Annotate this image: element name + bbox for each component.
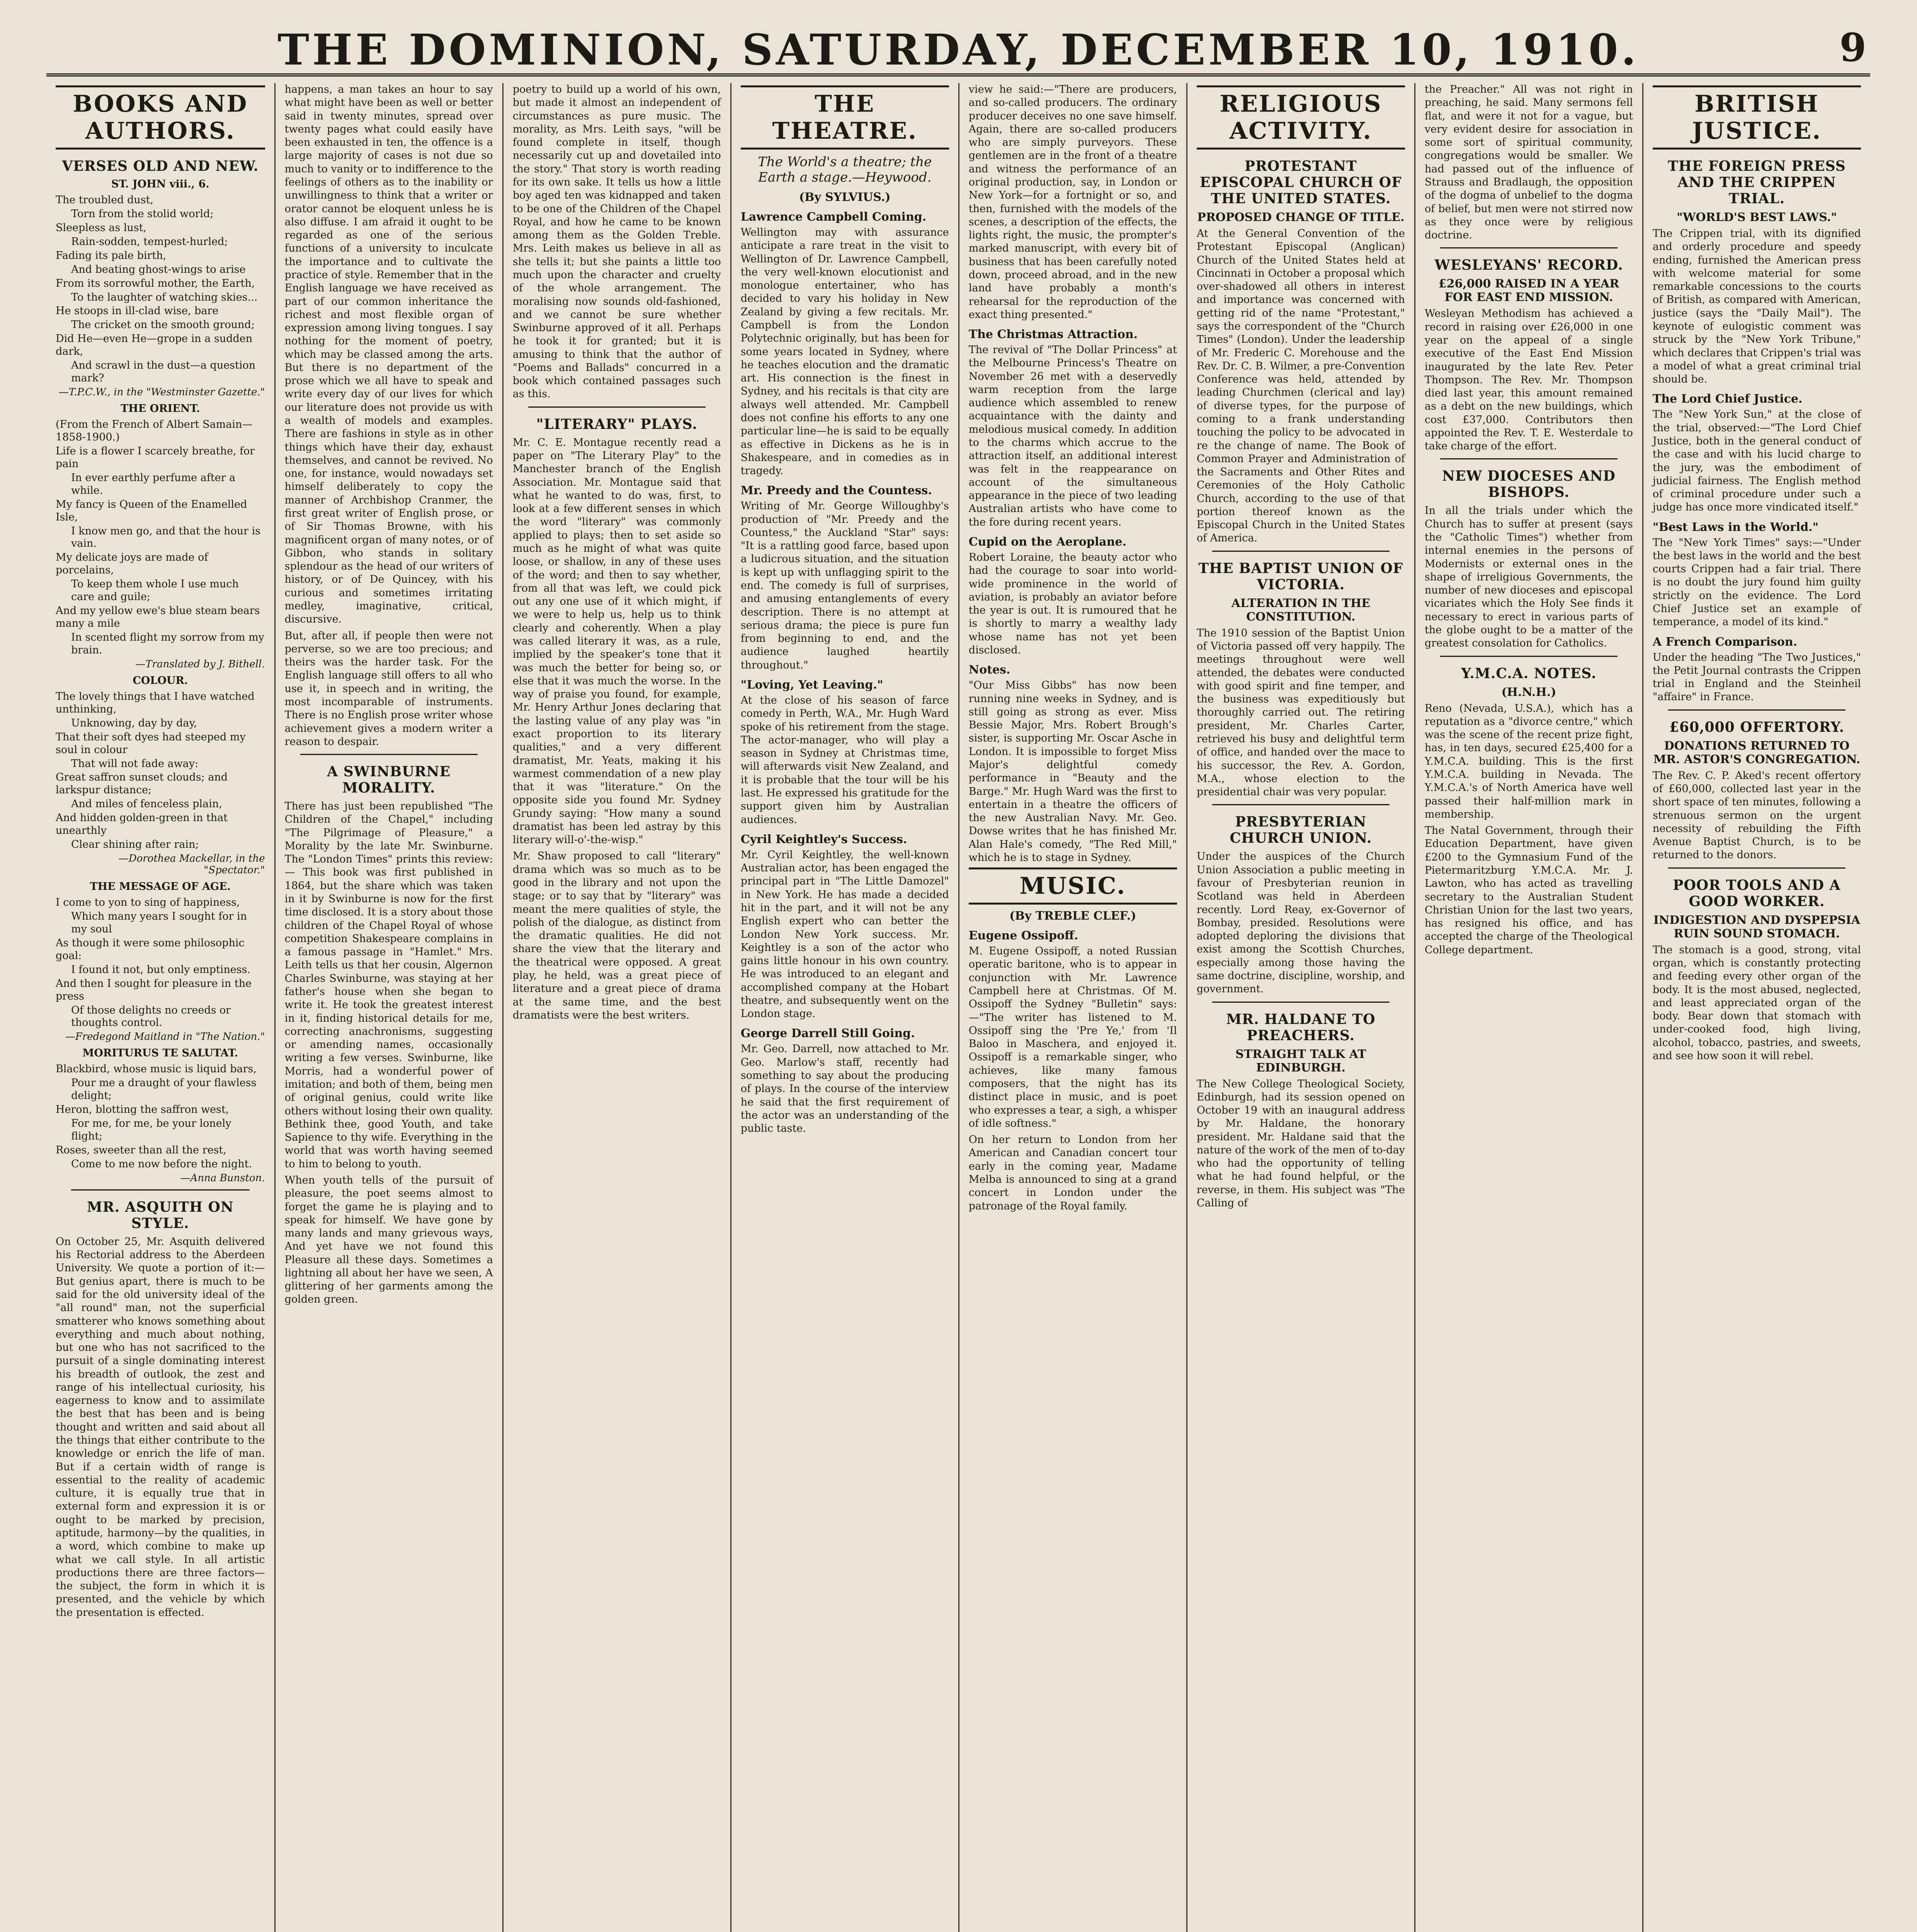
article-subheading: "Best Laws in the World." bbox=[1652, 520, 1819, 534]
article-text: Under the heading "The Two Justices," the Petit Journal contrasts the Crippen trial in England and the Steinheil "affaire" in France. bbox=[1652, 651, 1861, 703]
article-text: Writing of Mr. George Willoughby's production of "Mr. Preedy and the Countess," the Auckland "Star" says: "It is a rattling good farce, based upon a ludicrous situation, and the situation is kept up with unflagging spirit to the end. The comedy is full of surprises, and amusing entanglements of every description. There is no attempt at serious drama; the piece is pure fun from beginning to end, and the audience laughed heartily throughout." bbox=[740, 500, 949, 671]
column-1 bbox=[46, 83, 274, 1932]
poem-message-of-age bbox=[56, 881, 265, 1043]
article-text: In all the trials under which the Church has to suffer at present (says the "Catholic Times") whether from internal enemies in the persons of Modernists or external ones in the shape of irreligious Governments, the number of new dioceses and episcopal vicariates which the Holy See finds it necessary to erect in various parts of the globe ought to be a matter of the greatest consolation for Catholics. bbox=[1424, 505, 1633, 650]
poem-line: Life is a flower I scarcely breathe, for pain bbox=[56, 445, 255, 470]
poem-subtitle: (From the French of Albert Samain—1858-1900.) bbox=[56, 418, 253, 443]
article-heading: POOR TOOLS AND A GOOD WORKER. bbox=[1673, 877, 1841, 910]
column-5 bbox=[958, 83, 1186, 1932]
section-byline: (By TREBLE CLEF.) bbox=[1009, 909, 1136, 923]
column-2 bbox=[274, 83, 502, 1932]
poem-title: COLOUR. bbox=[133, 674, 188, 687]
poem-line: Blackbird, whose music is liquid bars, bbox=[56, 1063, 257, 1075]
poem-title: THE ORIENT. bbox=[121, 403, 200, 415]
masthead bbox=[46, 15, 1870, 77]
poem-line: I found it not, but only emptiness. bbox=[71, 963, 251, 976]
article-subheading: Mr. Preedy and the Countess. bbox=[740, 484, 932, 498]
poem-line: Which many years I sought for in my soul bbox=[71, 910, 247, 935]
poem-title: ST. JOHN viii., 6. bbox=[111, 178, 209, 190]
divider bbox=[71, 1189, 250, 1190]
article-subheading: The Lord Chief Justice. bbox=[1652, 392, 1803, 406]
article-text: When youth tells of the pursuit of pleasure, the poet seems almost to forget the game he is playing and to speak for himself. We have gone by many lands and many grievous ways, And yet have we not found this Pleasure all these days. Sometimes a lightning all about her have we seen, A glittering of her garments among the golden green. bbox=[284, 1174, 493, 1306]
poem-line: That will not fade away: bbox=[71, 757, 199, 770]
divider bbox=[1440, 247, 1618, 248]
article-heading: WESLEYANS' RECORD. bbox=[1434, 257, 1623, 274]
column-4 bbox=[730, 83, 958, 1932]
poem-title: MORITURUS TE SALUTAT. bbox=[82, 1047, 238, 1060]
poem-line: In scented flight my sorrow from my brain. bbox=[71, 631, 264, 656]
poem-line: To the laughter of watching skies... bbox=[71, 291, 258, 303]
article-subheading: A French Comparison. bbox=[1652, 635, 1798, 649]
article-heading: Y.M.C.A. NOTES. bbox=[1461, 665, 1597, 682]
article-text: At the close of his season of farce comedy in Perth, W.A., Mr. Hugh Ward spoke of his retirement from the stage. The actor-manager, who will play a season in Sydney at Christmas time, will afterwards visit New Zealand, and it is probable that the tour will be his last. He expressed his gratitude for the support given him by Australian audiences. bbox=[740, 694, 949, 826]
article-text: The revival of "The Dollar Princess" at the Melbourne Princess's Theatre on November 26 met with a deservedly warm reception from the large audience which assembled to renew acquaintance with the dainty and melodious musical comedy. In addition to the charms which accrue to the attraction itself, an additional interest was felt in the reappearance on account of the simultaneous appearance in the piece of two leading Australian artists who have come to the fore during recent years. bbox=[968, 344, 1177, 528]
poem-line: Come to me now before the night. bbox=[71, 1158, 252, 1170]
poem-line: Roses, sweeter than all the rest, bbox=[56, 1144, 226, 1156]
article-subheading: Notes. bbox=[968, 663, 1010, 677]
section-byline: (By SYLVIUS.) bbox=[799, 190, 891, 204]
article-text: Under the auspices of the Church Union Association a public meeting in favour of Presbyterian reunion in Scotland was held in Aberdeen recently. Lord Reay, ex-Governor of Bombay, presided. Resolutions were adopted deploring the divisions that exist among the Scottish Churches, especially among those having the same doctrine, discipline, worship, and government. bbox=[1196, 850, 1405, 995]
article-subheading: ALTERATION IN THE CONSTITUTION. bbox=[1231, 596, 1371, 624]
columns bbox=[46, 83, 1870, 1932]
article-text: The "New York Sun," at the close of the trial, observed:—"The Lord Chief Justice, both in the general conduct of the case and with his lucid charge to the jury, was the embodiment of judicial fairness. The English method of criminal procedure under such a judge has once more vindicated itself." bbox=[1652, 408, 1861, 514]
poem-line: The lovely things that I have watched unthinking, bbox=[56, 690, 255, 715]
poem-line: Did He—even He—grope in a sudden dark, bbox=[56, 333, 253, 358]
poem-line: Of those delights no creeds or thoughts control. bbox=[71, 1004, 231, 1029]
column-6 bbox=[1186, 83, 1414, 1932]
poem-line: The troubled dust, bbox=[56, 194, 154, 206]
article-text: The stomach is a good, strong, vital organ, which is constantly protecting and feeding every other organ of the body. It is the most abused, neglected, and least appreciated organ of the body. Bear down that stomach with under-cooked food, high living, alcohol, tobacco, pastries, and sweets, and see how soon it will rebel. bbox=[1652, 944, 1861, 1062]
article-text: Robert Loraine, the beauty actor who had the courage to soar into world-wide prominence in the world of aviation, is probably an aviator before the year is out. It is rumoured that he is shortly to marry a wealthy lady whose name has not yet been disclosed. bbox=[968, 551, 1177, 656]
article-text: happens, a man takes an hour to say what might have been as well or better said in twenty minutes, spread over twenty pages what could easily have been exhausted in ten, the offence is a large majority of cases is not due so much to vanity or to indifference to the feelings of others as to the inability or unwillingness to think that a writer or orator cannot be eloquent unless he is also diffuse. I am afraid it ought to be regarded as one of the serious functions of a university to inculcate the importance and to cultivate the practice of style. Remember that in the English language we have received as part of our common inheritance the richest and most flexible organ of expression among living tongues. I say nothing for the moment of poetry, which may be classed among the arts. But there is no department of the prose which we all have to speak and write every day of our lives for which our literature does not provide us with a wealth of models and examples. There are fashions in style as in other things which have their day, exhaust themselves, and cannot be revived. No one, for instance, would nowadays set himself deliberately to copy the manner of Archbishop Cranmer, the first great writer of English prose, or of Sir Thomas Browne, with his magnificent organ of many notes, or of Gibbon, who stands in solitary splendour as the head of our writers of history, or of De Quincey, with his curious and sometimes irritating medley, imaginative, critical, discursive. bbox=[284, 83, 493, 626]
divider bbox=[1440, 656, 1618, 657]
poem-line: From its sorrowful mother, the Earth, bbox=[56, 277, 255, 289]
swinburne-heading: A SWINBURNE MORALITY. bbox=[327, 764, 451, 796]
poem-line: I come to yon to sing of happiness, bbox=[56, 896, 240, 908]
poem-line: As though it were some philosophic goal: bbox=[56, 937, 245, 962]
article-text: At the General Convention of the Protestant Episcopal (Anglican) Church of the United States held at Cincinnati in October a proposal which over-shadowed all others in interest and importance was concerned with getting rid of the name "Protestant," says the correspondent of the "Church Times" (London). Under the leadership of Mr. Frederic C. Morehouse and the Rev. Dr. C. B. Wilmer, a pre-Convention Conference was held, attended by leading Churchmen (clerical and lay) of diverse types, for the purpose of coming to a frank understanding touching the policy to be advocated in re the change of name. The Book of Common Prayer and Administration of the Sacraments and Other Rites and Ceremonies of the Holy Catholic Church, according to the use of that portion thereof known as the Episcopal Church in the United States of America. bbox=[1196, 228, 1405, 544]
article-text: The Rev. C. P. Aked's recent offertory of £60,000, collected last year in the short space of ten minutes, following a strenuous sermon on the urgent necessity of rebuilding the Fifth Avenue Baptist Church, is to be returned to the donors. bbox=[1652, 769, 1861, 861]
poem-line: Fading its pale birth, bbox=[56, 249, 167, 262]
poem-line: Rain-sodden, tempest-hurled; bbox=[71, 235, 228, 248]
poem-line: Clear shining after rain; bbox=[71, 838, 199, 851]
article-subheading: Lawrence Campbell Coming. bbox=[740, 210, 927, 224]
poem-line: He stoops in ill-clad wise, bare bbox=[56, 305, 219, 317]
section-religious-activity: RELIGIOUS ACTIVITY. bbox=[1197, 85, 1405, 150]
article-subheading: Eugene Ossipoff. bbox=[968, 929, 1078, 943]
article-text: Wellington may with assurance anticipate a rare treat in the visit to Wellington of Dr. Lawrence Campbell, the very well-known elocutionist and monologue entertainer, who has decided to vary his holiday in New Zealand by giving a few recitals. Mr. Campbell is from the London Polytechnic originally, but has been for some years located in Sydney, where he teaches elocution and the dramatic art. His connection is the finest in Sydney, and his recitals is that city are always well attended. Mr. Campbell does not confine his efforts to any one particular line—he is said to be equally as effective in Dickens as he is in Shakespeare, and in comedies as in tragedy. bbox=[740, 226, 949, 477]
divider bbox=[1212, 1002, 1390, 1003]
divider bbox=[300, 754, 478, 755]
poem-line: For me, for me, be your lonely flight; bbox=[71, 1117, 231, 1142]
article-subheading: Cupid on the Aeroplane. bbox=[968, 535, 1127, 549]
article-text: poetry to build up a world of his own, but made it almost an independent of circumstances as pure music. The morality, as Mrs. Leith says, "will be found complete in itself, though necessarily cut up and dovetailed into the story." That story is worth reading for its own sake. It tells us how a little boy aged ten was kidnapped and taken to be one of the Children of the Chapel Royal, and how he came to be known among them as the Golden Treble. Mrs. Leith makes us believe in all as she tells it; but she paints a little too much upon the character and cruelty of the whole arrangement. The moralising now sounds old-fashioned, and we cannot be sure whether Swinburne approved of it all. Perhaps he took it for granted; but it is amusing to think that the author of "Poems and Ballads" concurred in a book which contained passages such as this. bbox=[512, 83, 721, 400]
page-number: 9 bbox=[1839, 25, 1866, 70]
article-text: The Crippen trial, with its dignified and orderly procedure and speedy ending, furnished the American press with welcome material for some remarkable concessions to the courts of British, as compared with American, justice (says the "Daily Mail"). The keynote of eulogistic comment was struck by the "New York Tribune," which declares that Crippen's trial was a model of what a great criminal trial should be. bbox=[1652, 228, 1861, 386]
article-text: M. Eugene Ossipoff, a noted Russian operatic baritone, who is to appear in conjunction with Mr. Lawrence Campbell here at Christmas. Of M. Ossipoff the Sydney "Bulletin" says:—"The writer has listened to M. Ossipoff sing the 'Pre Ye,' from 'Il Baloo in Maschera, and enjoyed it. Ossipoff is a remarkable singer, who achieves, like many famous composers, that the night has its distinct place in music, and is poet who expresses a tear, a sigh, a whisper of idle softness." bbox=[968, 945, 1177, 1129]
article-text: the Preacher." All was not right in preaching, he said. Many sermons fell flat, and were it not for a vague, but very evident desire for association in some sort of spiritual community, congregations would be smaller. We had passed out of the influence of Strauss and Bradlaugh, the opposition of the dogma of unbelief to the dogma of belief, but men were not stirred now as they once were by religious doctrine. bbox=[1424, 83, 1633, 242]
poem-title: THE MESSAGE OF AGE. bbox=[90, 881, 231, 893]
article-subheading: (H.N.H.) bbox=[1501, 685, 1556, 699]
article-text: The "New York Times" says:—"Under the best laws in the world and the best courts Crippen had a fair trial. There is no doubt the jury found him guilty strictly on the evidence. The Lord Chief Justice set an example of temperance, a model of its kind." bbox=[1652, 536, 1861, 628]
poem-byline: —Translated by J. Bithell. bbox=[135, 658, 265, 670]
poem-line: And hidden golden-green in that unearthly bbox=[56, 812, 228, 837]
article-text: Mr. Geo. Darrell, now attached to Mr. Geo. Marlow's staff, recently had something to say about the producing of plays. In the course of the interview he said that the first requirement of the actor was an understanding of the public taste. bbox=[740, 1043, 949, 1135]
article-subheading: George Darrell Still Going. bbox=[740, 1027, 915, 1041]
divider bbox=[528, 406, 706, 408]
column-8 bbox=[1642, 83, 1870, 1932]
article-text: On her return to London from her American and Canadian concert tour early in the coming year, Madame Melba is announced to sing at a grand concert in London under the patronage of the Royal family. bbox=[968, 1134, 1177, 1212]
article-subheading: INDIGESTION AND DYSPEPSIA RUIN SOUND STOMACH. bbox=[1653, 913, 1861, 940]
article-subheading: Cyril Keightley's Success. bbox=[740, 832, 907, 846]
article-text: The 1910 session of the Baptist Union of Victoria passed off very happily. The meetings throughout were well attended, the debates were conducted with good spirit and fine temper, and the business was expeditiously but thoroughly carried out. The retiring president, Mr. Charles Carter, retrieved his busy and delightful term of office, and handed over the mace to his successor, the Rev. A. Gordon, M.A., whose election to the presidential chair was very popular. bbox=[1196, 627, 1405, 798]
poem-line: And beating ghost-wings to arise bbox=[71, 263, 246, 276]
article-heading: PRESBYTERIAN CHURCH UNION. bbox=[1230, 814, 1372, 847]
article-subheading: "WORLD'S BEST LAWS." bbox=[1677, 211, 1837, 224]
section-the-theatre: THE THEATRE. bbox=[741, 85, 949, 150]
column-3 bbox=[502, 83, 730, 1932]
poem-line: And my yellow ewe's blue steam bears many a mile bbox=[56, 605, 260, 630]
article-text: The Natal Government, through their Education Department, have given £200 to the Gymnasium Fund of the Pietermaritzburg Y.M.C.A. Mr. J. Lawton, who has acted as travelling secretary to the Australian Student Christian Union for the last two years, has resigned his office, and has accepted the charge of the Theological College department. bbox=[1424, 825, 1633, 956]
poem-line: And scrawl in the dust—a question mark? bbox=[71, 359, 256, 384]
article-heading: THE FOREIGN PRESS AND THE CRIPPEN TRIAL. bbox=[1668, 158, 1846, 207]
article-text: The New College Theological Society, Edinburgh, had its session opened on October 19 with an inaugural address by Mr. Haldane, the honorary president. Mr. Haldane said that the nature of the work of the men of to-day who had the opportunity of telling what he had found helpful, or the reverse, in them. His subject was "The Calling of bbox=[1196, 1078, 1405, 1209]
poem-st-john bbox=[56, 178, 265, 398]
section-music: MUSIC. bbox=[969, 867, 1177, 905]
poem-line: Torn from the stolid world; bbox=[71, 207, 214, 220]
article-subheading: DONATIONS RETURNED TO MR. ASTOR'S CONGREGATION. bbox=[1653, 739, 1861, 766]
poem-line: And then I sought for pleasure in the press bbox=[56, 977, 252, 1002]
article-subheading: £26,000 RAISED IN A YEAR FOR EAST END MISSION. bbox=[1438, 277, 1619, 304]
poem-moriturus bbox=[56, 1047, 265, 1184]
poem-byline: —Fredegond Maitland in "The Nation." bbox=[65, 1031, 265, 1043]
divider bbox=[1212, 804, 1390, 805]
asquith-heading: MR. ASQUITH ON STYLE. bbox=[87, 1199, 234, 1231]
poem-line: Pour me a draught of your flawless delight; bbox=[71, 1077, 257, 1102]
article-text: "Our Miss Gibbs" has now been running nine weeks in Sydney, and is still going as strong as ever. Miss Bessie Major, Mrs. Robert Brough's sister, is supporting Mr. Oscar Asche in London. It is impossible to forget Miss Major's delightful comedy performance in "Beauty and the Barge." Mr. Hugh Ward was the first to entertain in a theatre the officers of the new Australian Navy. Mr. Geo. Dowse writes that he has finished Mr. Alan Hale's comedy, "The Red Mill," which he is to stage in Sydney. bbox=[968, 679, 1177, 864]
poem-colour bbox=[56, 675, 265, 876]
poem-line: Sleepless as lust, bbox=[56, 221, 147, 234]
poem-line: Great saffron sunset clouds; and larkspur distance; bbox=[56, 771, 228, 796]
divider bbox=[1668, 709, 1846, 711]
article-text: There has just been republished "The Children of the Chapel," including "The Pilgrimage of Pleasure," a Morality by the late Mr. Swinburne. The "London Times" prints this review:— This book was first published in 1864, but the share which was taken in it by Swinburne is now for the first time disclosed. It is a story about those children of the Chapel Royal of whose competition Shakespeare complains in a famous passage in "Hamlet." Mrs. Leith tells us that her cousin, Algernon Charles Swinburne, was staying at her father's house when she began to write it. He took the greatest interest in it, finding historical details for me, correcting anachronisms, suggesting or amending names, occasionally writing a few verses. Swinburne, like Morris, had a wonderful power of imitation; and both of them, being men of original genius, could write like others without losing their own quality. Bethink thee, good Youth, and take Sapience to thy wife. Everything in the world that was worth having seemed to him to belong to youth. bbox=[284, 800, 493, 1170]
verses-heading: VERSES OLD AND NEW. bbox=[62, 158, 259, 174]
poem-byline: —Dorothea Mackellar, in the "Spectator." bbox=[118, 853, 265, 876]
poem-line: My fancy is Queen of the Enamelled Isle, bbox=[56, 498, 247, 523]
article-heading: THE BAPTIST UNION OF VICTORIA. bbox=[1198, 560, 1403, 593]
poem-the-orient bbox=[56, 403, 265, 670]
poem-line: That their soft dyes had steeped my soul in colour bbox=[56, 731, 246, 756]
poem-byline: —Anna Bunston. bbox=[180, 1172, 265, 1184]
divider bbox=[1440, 458, 1618, 459]
poem-line: And miles of fenceless plain, bbox=[71, 798, 222, 810]
literary-plays-heading: "LITERARY" PLAYS. bbox=[536, 416, 697, 432]
article-text: Mr. C. E. Montague recently read a paper on "The Literary Play" to the Manchester branch of the English Association. Mr. Montague said that what he wanted to do was, first, to look at a few different senses in which the word "literary" was commonly applied to plays; then to set aside so much as he might of what was quite loose, or shallow, in any of these uses of the word; and then to say whether, from all that was left, we could pick out any one use of it which might, if we were to help us, help us to think clearly and coherently. When a play was called literary it was, as a rule, implied by the speaker's tone that it was much the better for being so, or else that it was much the worse. In the way of praise you found, for example, Mr. Henry Arthur Jones declaring that the lasting value of any play was "in exact proportion to its literary qualities," and a very different dramatist, Mr. Yeats, making it his warmest commendation of a new play that it was "literature." On the opposite side you found Mr. Sydney Grundy saying: "How many a sound dramatist has been led astray by this literary will-o'-the-wisp." bbox=[512, 436, 721, 846]
article-text: On October 25, Mr. Asquith delivered his Rectorial address to the Aberdeen University. We quote a portion of it:— But genius apart, there is much to be said for the old university ideal of the "all round" man, not the superficial smatterer who knows something about everything and much about nothing, but one who has not sacrificed to the pursuit of a single dominating interest his breadth of outlook, the zest and range of his intellectual curiosity, his eagerness to know and to assimilate the best that has been and is being thought and written and said about all the things that either contribute to the knowledge or enrich the life of man. But if a certain width of range is essential to the reality of academic culture, it is equally true that in external form and expression it is or ought to be marked by precision, aptitude, harmony—by the qualities, in a word, which combine to make up what we call style. In all artistic productions there are three factors—the subject, the form in which it is presented, and the vehicle by which the presentation is effected. bbox=[56, 1235, 265, 1619]
poem-line: Heron, blotting the saffron west, bbox=[56, 1104, 229, 1116]
poem-line: I know men go, and that the hour is vain. bbox=[71, 525, 261, 550]
section-british-justice: BRITISH JUSTICE. bbox=[1653, 85, 1861, 150]
section-motto: The World's a theatre; the Earth a stage.—Heywood. bbox=[758, 154, 932, 185]
poem-line: In ever earthly perfume after a while. bbox=[71, 471, 236, 497]
divider bbox=[1668, 867, 1846, 869]
article-heading: NEW DIOCESES AND BISHOPS. bbox=[1442, 468, 1616, 501]
poem-line: To keep them whole I use much care and guile; bbox=[71, 578, 239, 603]
column-7 bbox=[1414, 83, 1642, 1932]
article-text: Mr. Shaw proposed to call "literary" drama which was so much as to be good in the library and not upon the stage; or to say that by "literary" was meant the mere qualities of style, the polish of the dialogue, as distinct from the dramatic qualities. He did not share the view that the literary and the theatrical were opposed. A great play, he held, was a great piece of literature and a great piece of drama at the same time, and the best dramatists were the best writers. bbox=[512, 850, 721, 1021]
article-text: view he said:—"There are producers, and so-called producers. The ordinary producer deceives no one save himself. Again, there are so-called producers who are simply purveyors. These gentlemen are in the front of a theatre and witness the performance of an original production, say, in London or New York—for a fortnight or so, and then, furnished with the models of the scenes, a description of the effects, the lights right, the music, the prompter's marked manuscript, with every bit of business that has been carefully noted down, proceed abroad, and in the new land have probably a month's rehearsal for the reproduction of the exact thing presented." bbox=[968, 83, 1177, 321]
divider bbox=[1212, 551, 1390, 552]
article-subheading: STRAIGHT TALK AT EDINBURGH. bbox=[1235, 1047, 1366, 1075]
article-text: Mr. Cyril Keightley, the well-known Australian actor, has been engaged the principal part in "The Little Damozel" in New York. He has made a decided hit in the part, and it will not be any English expert who can better the London New York success. Mr. Keightley is a son of the actor who gains little honour in his own country. He was introduced to an elegant and accomplished company at the Hobart theatre, and subsequently went on the London stage. bbox=[740, 849, 949, 1020]
article-text: But, after all, if people then were not perverse, so we are too precious; and theirs was the harder task. For the English language still offers to all who use it, in speech and in writing, the most incomparable of instruments. There is no English prose writer whose achievement gives a modern writer a reason to despair. bbox=[284, 629, 493, 748]
section-books-and-authors: BOOKS AND AUTHORS. bbox=[56, 85, 265, 150]
article-subheading: PROPOSED CHANGE OF TITLE. bbox=[1197, 211, 1405, 224]
poem-byline: —T.P.C.W., in the "Westminster Gazette." bbox=[58, 386, 265, 398]
article-heading: PROTESTANT EPISCOPAL CHURCH OF THE UNITED STATES. bbox=[1200, 158, 1402, 207]
poem-line: The cricket on the smooth ground; bbox=[71, 319, 255, 331]
article-heading: £60,000 OFFERTORY. bbox=[1669, 719, 1844, 735]
article-subheading: The Christmas Attraction. bbox=[968, 328, 1138, 342]
poem-line: My delicate joys are made of porcelains, bbox=[56, 551, 208, 577]
article-text: Reno (Nevada, U.S.A.), which has a reputation as a "divorce centre," which was the scene of the recent prize fight, has, in ten days, secured £25,400 for a Y.M.C.A. building. This is the first Y.M.C.A. building in Nevada. The Y.M.C.A.'s of North America have well passed their half-million mark in membership. bbox=[1424, 702, 1633, 820]
newspaper-title: THE DOMINION, SATURDAY, DECEMBER 10, 1910. bbox=[277, 25, 1639, 75]
article-heading: MR. HALDANE TO PREACHERS. bbox=[1226, 1011, 1376, 1044]
article-subheading: "Loving, Yet Leaving." bbox=[740, 678, 883, 692]
article-text: Wesleyan Methodism has achieved a record in raising over £26,000 in one year on the appeal of a single executive of the East End Mission inaugurated by the late Rev. Peter Thompson. The Rev. Mr. Thompson died last year, this amount remained as a debt on the new buildings, which cost £37,000. Contributors then appointed the Rev. T. E. Westerdale to take charge of the effort. bbox=[1424, 308, 1633, 452]
poem-line: Unknowing, day by day, bbox=[71, 717, 197, 729]
